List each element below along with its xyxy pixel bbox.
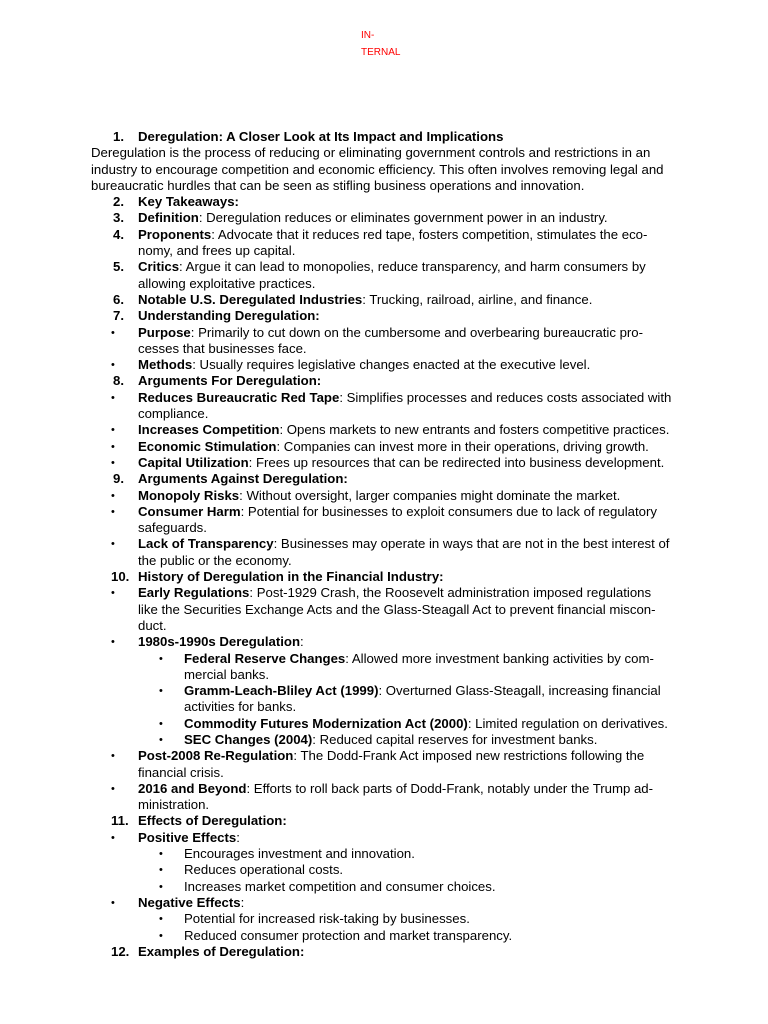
bullet-early-regulations-cont-1: like the Securities Exchange Acts and the Glass-Steagall Act to prevent financial miscon- [138,601,656,617]
heading-11: 11. Effects of Deregulation: [111,813,287,829]
sub-bullet-sec: • SEC Changes (2004): Reduced capital reserves for investment banks. [159,731,598,747]
sub-bullet-glba-cont: activities for banks. [184,699,297,715]
heading-1: 1. Deregulation: A Closer Look at Its Impact and Implications [113,129,504,144]
bullet-post-2008: • Post-2008 Re-Regulation: The Dodd-Frank Act imposed new restrictions following the [111,748,645,764]
bullet-early-regulations: • Early Regulations: Post-1929 Crash, the Roosevelt administration imposed regulations [111,585,652,601]
bullet-transparency-cont: the public or the economy. [138,552,292,568]
bullet-post-2008-cont: financial crisis. [138,764,224,780]
bullet-consumer-harm-cont: safeguards. [138,520,207,536]
heading-8: 8. Arguments For Deregulation: [113,373,322,389]
watermark-line-1: IN- [361,30,375,41]
bullet-capital: • Capital Utilization: Frees up resources that can be redirected into business development. [111,454,665,470]
bullet-economic: • Economic Stimulation: Companies can invest more in their operations, driving growth. [111,438,649,454]
bullet-red-tape: • Reduces Bureaucratic Red Tape: Simplifies processes and reduces costs associated with [111,389,672,405]
list-item-proponents: 4. Proponents: Advocate that it reduces red tape, fosters competition, stimulates the eco- [113,226,648,242]
bullet-red-tape-cont: compliance. [138,406,209,422]
bullet-2016: • 2016 and Beyond: Efforts to roll back parts of Dodd-Frank, notably under the Trump ad- [111,780,654,796]
sub-bullet-fed: • Federal Reserve Changes: Allowed more investment banking activities by com- [159,650,654,666]
bullet-purpose-cont: cesses that businesses face. [138,340,307,356]
sub-bullet-negative-2: • Reduced consumer protection and market transparency. [159,927,513,943]
internal-watermark [361,27,400,61]
bullet-methods: • Methods: Usually requires legislative changes enacted at the executive level. [111,357,591,373]
heading-2: 2. Key Takeaways: [113,194,239,210]
list-item-proponents-cont: nomy, and frees up capital. [138,243,296,259]
heading-9: 9. Arguments Against Deregulation: [113,471,348,487]
watermark-line-2: TERNAL [361,47,401,58]
sub-bullet-positive-1: • Encourages investment and innovation. [159,846,415,862]
heading-7: 7. Understanding Deregulation: [113,308,320,324]
sub-bullet-cfma: • Commodity Futures Modernization Act (2000): Limited regulation on derivatives. [159,715,668,731]
bullet-negative-effects: • Negative Effects: [111,894,245,910]
bullet-purpose: • Purpose: Primarily to cut down on the cumbersome and overbearing bureaucratic pro- [111,324,644,340]
sub-bullet-positive-2: • Reduces operational costs. [159,862,344,878]
sub-bullet-fed-cont: mercial banks. [184,666,270,682]
bullet-competition: • Increases Competition: Opens markets to new entrants and fosters competitive practices. [111,422,670,438]
intro-line-2: industry to encourage competition and economic efficiency. This often involves removing legal and [91,161,664,177]
intro-line-1: Deregulation is the process of reducing or eliminating government controls and restrictions in an [91,145,651,161]
heading-12: 12. Examples of Deregulation: [111,943,305,959]
bullet-2016-cont: ministration. [138,797,210,813]
bullet-1980s-1990s: • 1980s-1990s Deregulation: [111,634,304,650]
list-item-critics-cont: allowing exploitative practices. [138,275,316,291]
bullet-monopoly: • Monopoly Risks: Without oversight, larger companies might dominate the market. [111,487,621,503]
list-item-critics: 5. Critics: Argue it can lead to monopolies, reduce transparency, and harm consumers by [113,259,646,275]
list-item-definition: 3. Definition: Deregulation reduces or eliminates government power in an industry. [113,210,608,226]
sub-bullet-positive-3: • Increases market competition and consumer choices. [159,878,496,894]
heading-10: 10. History of Deregulation in the Financial Industry: [111,569,444,585]
intro-line-3: bureaucratic hurdles that can be seen as stifling business operations and innovation. [91,177,585,193]
bullet-transparency: • Lack of Transparency: Businesses may operate in ways that are not in the best interest of [111,536,670,552]
bullet-early-regulations-cont-2: duct. [138,617,167,633]
document-body [91,129,721,960]
bullet-consumer-harm: • Consumer Harm: Potential for businesses to exploit consumers due to lack of regulatory [111,503,657,519]
list-item-industries: 6. Notable U.S. Deregulated Industries: Trucking, railroad, airline, and finance. [113,291,593,307]
sub-bullet-glba: • Gramm-Leach-Bliley Act (1999): Overturned Glass-Steagall, increasing financial [159,683,661,699]
sub-bullet-negative-1: • Potential for increased risk-taking by businesses. [159,911,470,927]
bullet-positive-effects: • Positive Effects: [111,829,240,845]
